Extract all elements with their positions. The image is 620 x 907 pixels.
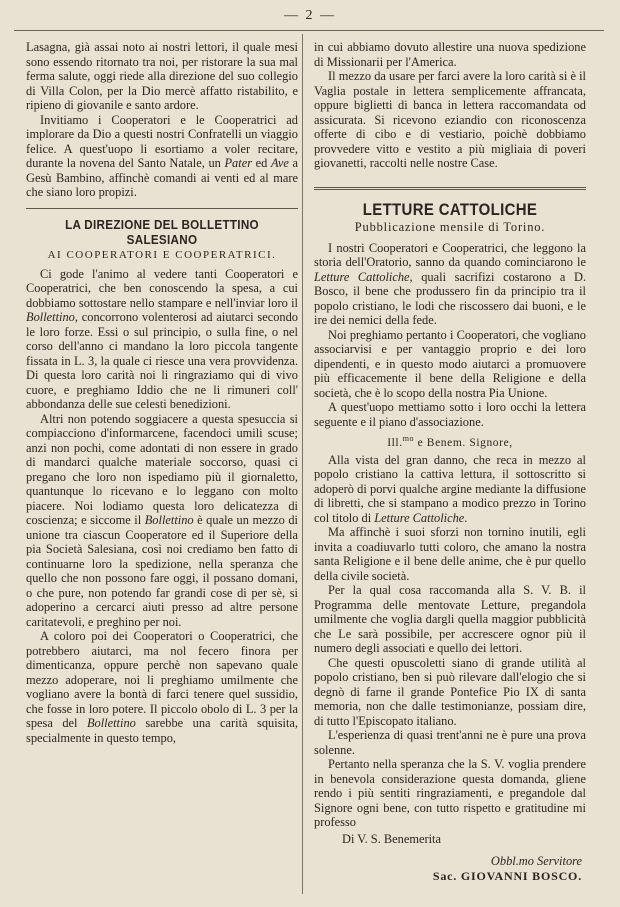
paragraph: Ma affinchè i suoi sforzi non tornino inutili, egli invita a coadiuvarlo tutti coloro, che amano la nostra santa Religione e il bene delle anime, che è pur quello della civile società. [314,525,586,583]
paragraph: in cui abbiamo dovuto allestire una nuova spedizione di Missionarii per l'America. [314,40,586,69]
paragraph: Invitiamo i Cooperatori e le Cooperatrici ad implorare da Dio a questi nostri Confratelli un viaggio felice. A quest'uopo li esortiamo a voler recitare, durante la novena del Santo Natale, un Pater ed Ave a Gesù Bambino, affinchè comandi ai venti ed al mare che siano loro propizi. [26,112,299,199]
closing-line: Di V. S. Benemerita [342,831,442,846]
paragraph: A quest'uopo mettiamo sotto i loro occhi la lettera seguente e il piano d'associazione. [314,400,586,429]
paragraph: I nostri Cooperatori e Cooperatrici, che leggono la storia dell'Oratorio, sanno da quando cominciarono le Letture Cattoliche, quali sacrifizi costarono a D. Bosco, il bene che produssero fin da principio tra il popolo cristiano, le lodi che riscossero dai buoni, e le ire dei nemici della fede. [314,240,586,327]
paragraph: L'esperienza di quasi trent'anni ne è pure una prova solenne. [314,728,586,757]
page-number: — 2 — [284,8,336,23]
paragraph: Che questi opuscoletti siano di grande utilità al popolo cristiano, ben si può rilevare dall'elogio che si degnò di farne il grande Pontefice Pio IX di santa memoria, non che dalle testimonianze, possiam dire, di tutto l'Episcopato italiano. [314,655,586,728]
paragraph: Alla vista del gran danno, che reca in mezzo al popolo cristiano la cattiva lettura, il sottoscritto si adoperò di porvi qualche argine mediante la diffusione di libretti, che si stampano a modico prezzo in Torino col titolo di Letture Cattoliche. [314,452,586,525]
letter-salutation: Ill.$^{mo}$ e Benem. Signore, [387,434,513,449]
signature: Sac. GIOVANNI BOSCO. [432,869,582,884]
paragraph: Il mezzo da usare per farci avere la loro carità si è il Vaglia postale in lettera semplicemente affrancata, oppure biglietti di banca in lettera raccomandata od assicurata. Si ricevono eziandio con riconoscenza offerte di cibo e di vestiario, poichè dobbiamo provvedere vitto e vestito a più migliaia di poveri giovanetti, raccolti nelle nostre Case. [314,69,586,170]
paragraph: Ci gode l'animo al vedere tanti Cooperatori e Cooperatrici, che ben conoscendo la spesa, a cui dobbiamo sottostare nello stampare e nell'inviar loro il Bollettino, concorrono volenterosi ad aiutarci secondo le loro forze. Essi o sul principio, o sulla fine, o nel corso dell'anno ci mandano la loro piccola tangente fissata in L. 3, la quale ci riesce una vera provvidenza. Di questa loro carità noi li ringraziamo qui di vivo cuore, e preghiamo Iddio che ne li rimuneri coll' abbondanza delle sue celesti benedizioni. [26,266,298,411]
section-title: LETTURE CATTOLICHE [362,199,538,219]
column-divider [302,34,303,894]
left-column [26,40,298,745]
section-subtitle: Pubblicazione mensile di Torino. [354,219,546,234]
section-divider [26,208,298,209]
paragraph: Lasagna, già assai noto ai nostri lettori, il quale mesi sono essendo ritornato tra noi, per ristorare la sua mal ferma salute, oggi riede alla direzione del suo collegio di Villa Colon, per la Dio mercè affatto ristabilito, e ripieno di giovanile e santo ardore. [26,40,298,112]
section-subtitle: AI COOPERATORI E COOPERATRICI. [47,248,277,261]
paragraph: A coloro poi dei Cooperatori o Cooperatrici, che potrebbero aiutarci, ma nol fecero finora per dimenticanza, oppure perchè non sapevano quale mezzo adoperare, noi li preghiamo umilmente che vogliano avere la bontà di farci tenere quel sussidio, che fosse in loro potere. Il piccolo obolo di L. 3 per la spesa del Bollettino sarebbe una carità squisita, specialmente in questo tempo, [26,629,299,745]
paragraph: Noi preghiamo pertanto i Cooperatori, che vogliano associarvisi e per vantaggio proprio e dei loro dipendenti, e in questo modo aiutarci a promuovere più efficacemente il bene della Religione e della società, che è lo scopo della nostra Pia Unione. [314,327,586,400]
paragraph: Pertanto nella speranza che la S. V. voglia prendere in benevola considerazione questa domanda, gliene rendo i più sentiti ringraziamenti, e pregandole dal Signore ogni bene, con tutto rispetto e gratitudine mi professo [314,757,586,830]
servant-line: Obbl.mo Servitore [490,854,582,869]
header-rule [14,30,604,31]
section-title: LA DIREZIONE DEL BOLLETTINO SALESIANO [65,216,259,247]
paragraph: Altri non potendo soggiacere a questa spesuccia si compiacciono d'informarcene, facendoci umili scuse; anzi non pochi, come adontati di non essere in grado di mandarci qualche materiale soccorso, quasi ci pregano che loro non ispediamo più il giornaletto, quantunque lo ricevano e lo leggano con molto piacere. Noi lodiamo questa loro delicatezza di coscienza; e siccome il Bollettino è quale un mezzo di unione tra ciascun Cooperatore ed il Superiore della pia Società Salesiana, così noi crediamo ben fatto di continuarne loro la spedizione, nella speranza che quello che non possono fare oggi, il possano domani, o che pure, non potendo far grandi cose di per sè, si adoperino a cercarci aiuti presso ad altre persone caritatevoli, e preghino per noi. [26,411,298,629]
right-column [314,40,586,884]
paragraph: Per la qual cosa raccomanda alla S. V. B. il Programma delle mentovate Letture, pregandola umilmente che voglia dargli quella maggior pubblicità che Le sarà possibile, per accrescere ognor più il numero degli associati e quello dei lettori. [314,583,586,656]
section-divider [314,187,586,190]
